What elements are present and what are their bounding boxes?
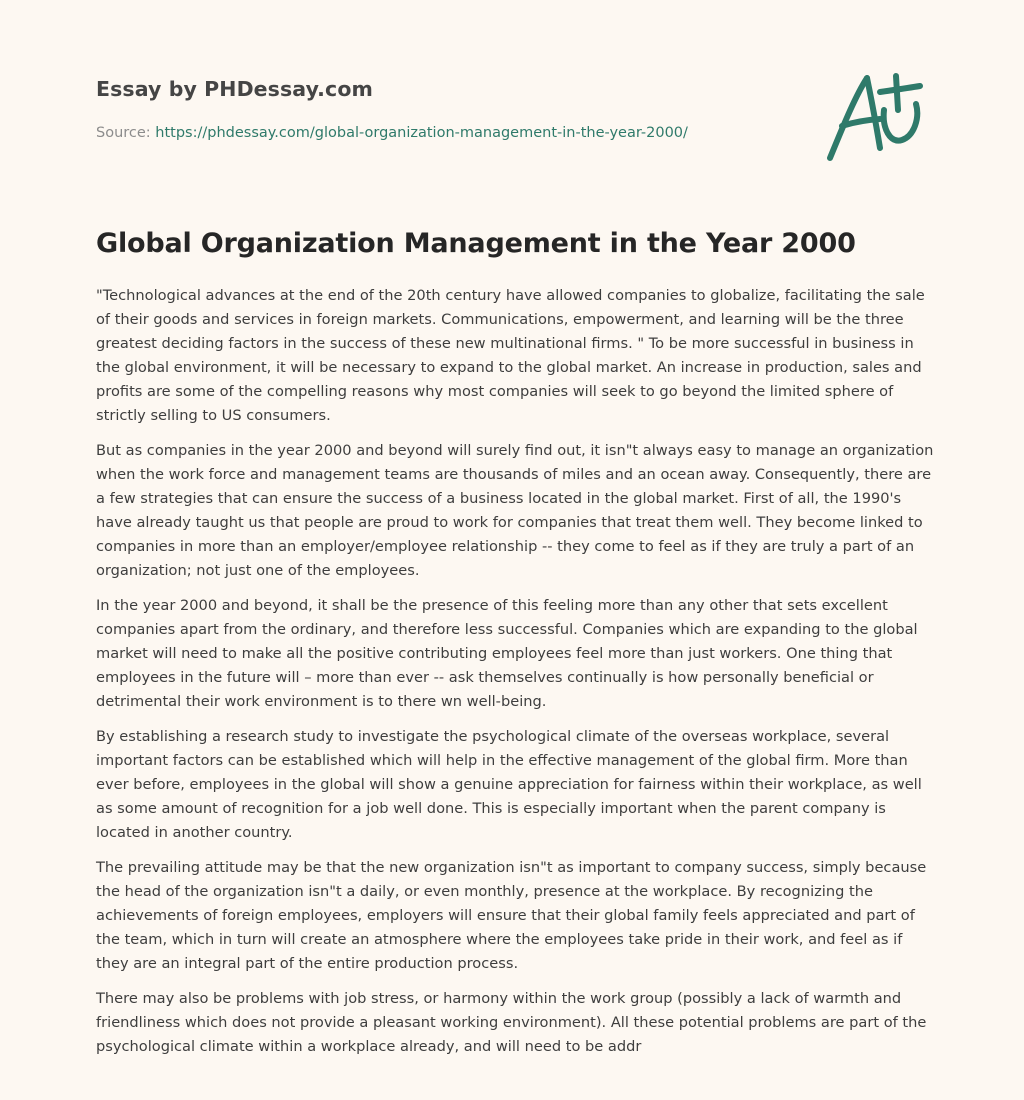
source-link[interactable]: https://phdessay.com/global-organization-management-in-the-year-2000/ [155,125,688,141]
a-plus-logo-graphic [820,66,930,166]
essay-paragraph: There may also be problems with job stress, or harmony within the work group (possibly a lack of warmth and friendliness which does not provide a pleasant working environment). All these potential problems are part of the psychological climate within a workplace already, and will need to be addr [96,990,927,1055]
essay-body [96,284,936,1070]
essay-paragraph: But as companies in the year 2000 and beyond will surely find out, it isn"t always easy to manage an organization when the work force and management teams are thousands of miles and an ocean away. Consequently, there are a few strategies that can ensure the success of a business located in the global market. First of all, the 1990's have already taught us that people are proud to work for companies that treat them well. They become linked to companies in more than an employer/employee relationship -- they come to feel as if they are truly a part of an organization; not just one of the employees. [96,442,934,579]
a-plus-logo-icon [820,66,930,166]
essay-paragraph: "Technological advances at the end of the 20th century have allowed companies to globalize, facilitating the sale of their goods and services in foreign markets. Communications, empowerment, and learning will be the three greatest deciding factors in the success of these new multinational firms. " To be more successful in business in the global environment, it will be necessary to expand to the global market. An increase in production, sales and profits are some of the compelling reasons why most companies will seek to go beyond the limited sphere of strictly selling to US consumers. [96,287,925,424]
essay-paragraph: By establishing a research study to investigate the psychological climate of the overseas workplace, several important factors can be established which will help in the effective management of the global firm. More than ever before, employees in the global will show a genuine appreciation for fairness within their workplace, as well as some amount of recognition for a job well done. This is especially important when the parent company is located in another country. [96,728,922,841]
source-label: Source: [96,125,156,141]
essay-title: Global Organization Management in the Year 2000 [96,228,856,259]
essay-paragraph: The prevailing attitude may be that the new organization isn"t as important to company success, simply because the head of the organization isn"t a daily, or even monthly, presence at the workplace. By recognizing the achievements of foreign employees, employers will ensure that their global family feels appreciated and part of the team, which in turn will create an atmosphere where the employees take pride in their work, and feel as if they are an integral part of the entire production process. [96,859,927,972]
essay-paragraph: In the year 2000 and beyond, it shall be the presence of this feeling more than any other that sets excellent companies apart from the ordinary, and therefore less successful. Companies which are expanding to the global market will need to make all the positive contributing employees feel more than just workers. One thing that employees in the future will – more than ever -- ask themselves continually is how personally beneficial or detrimental their work environment is to there wn well-being. [96,597,918,710]
brand-title: Essay by PHDessay.com [96,77,373,101]
source-line [96,123,796,143]
page-header [96,74,796,143]
